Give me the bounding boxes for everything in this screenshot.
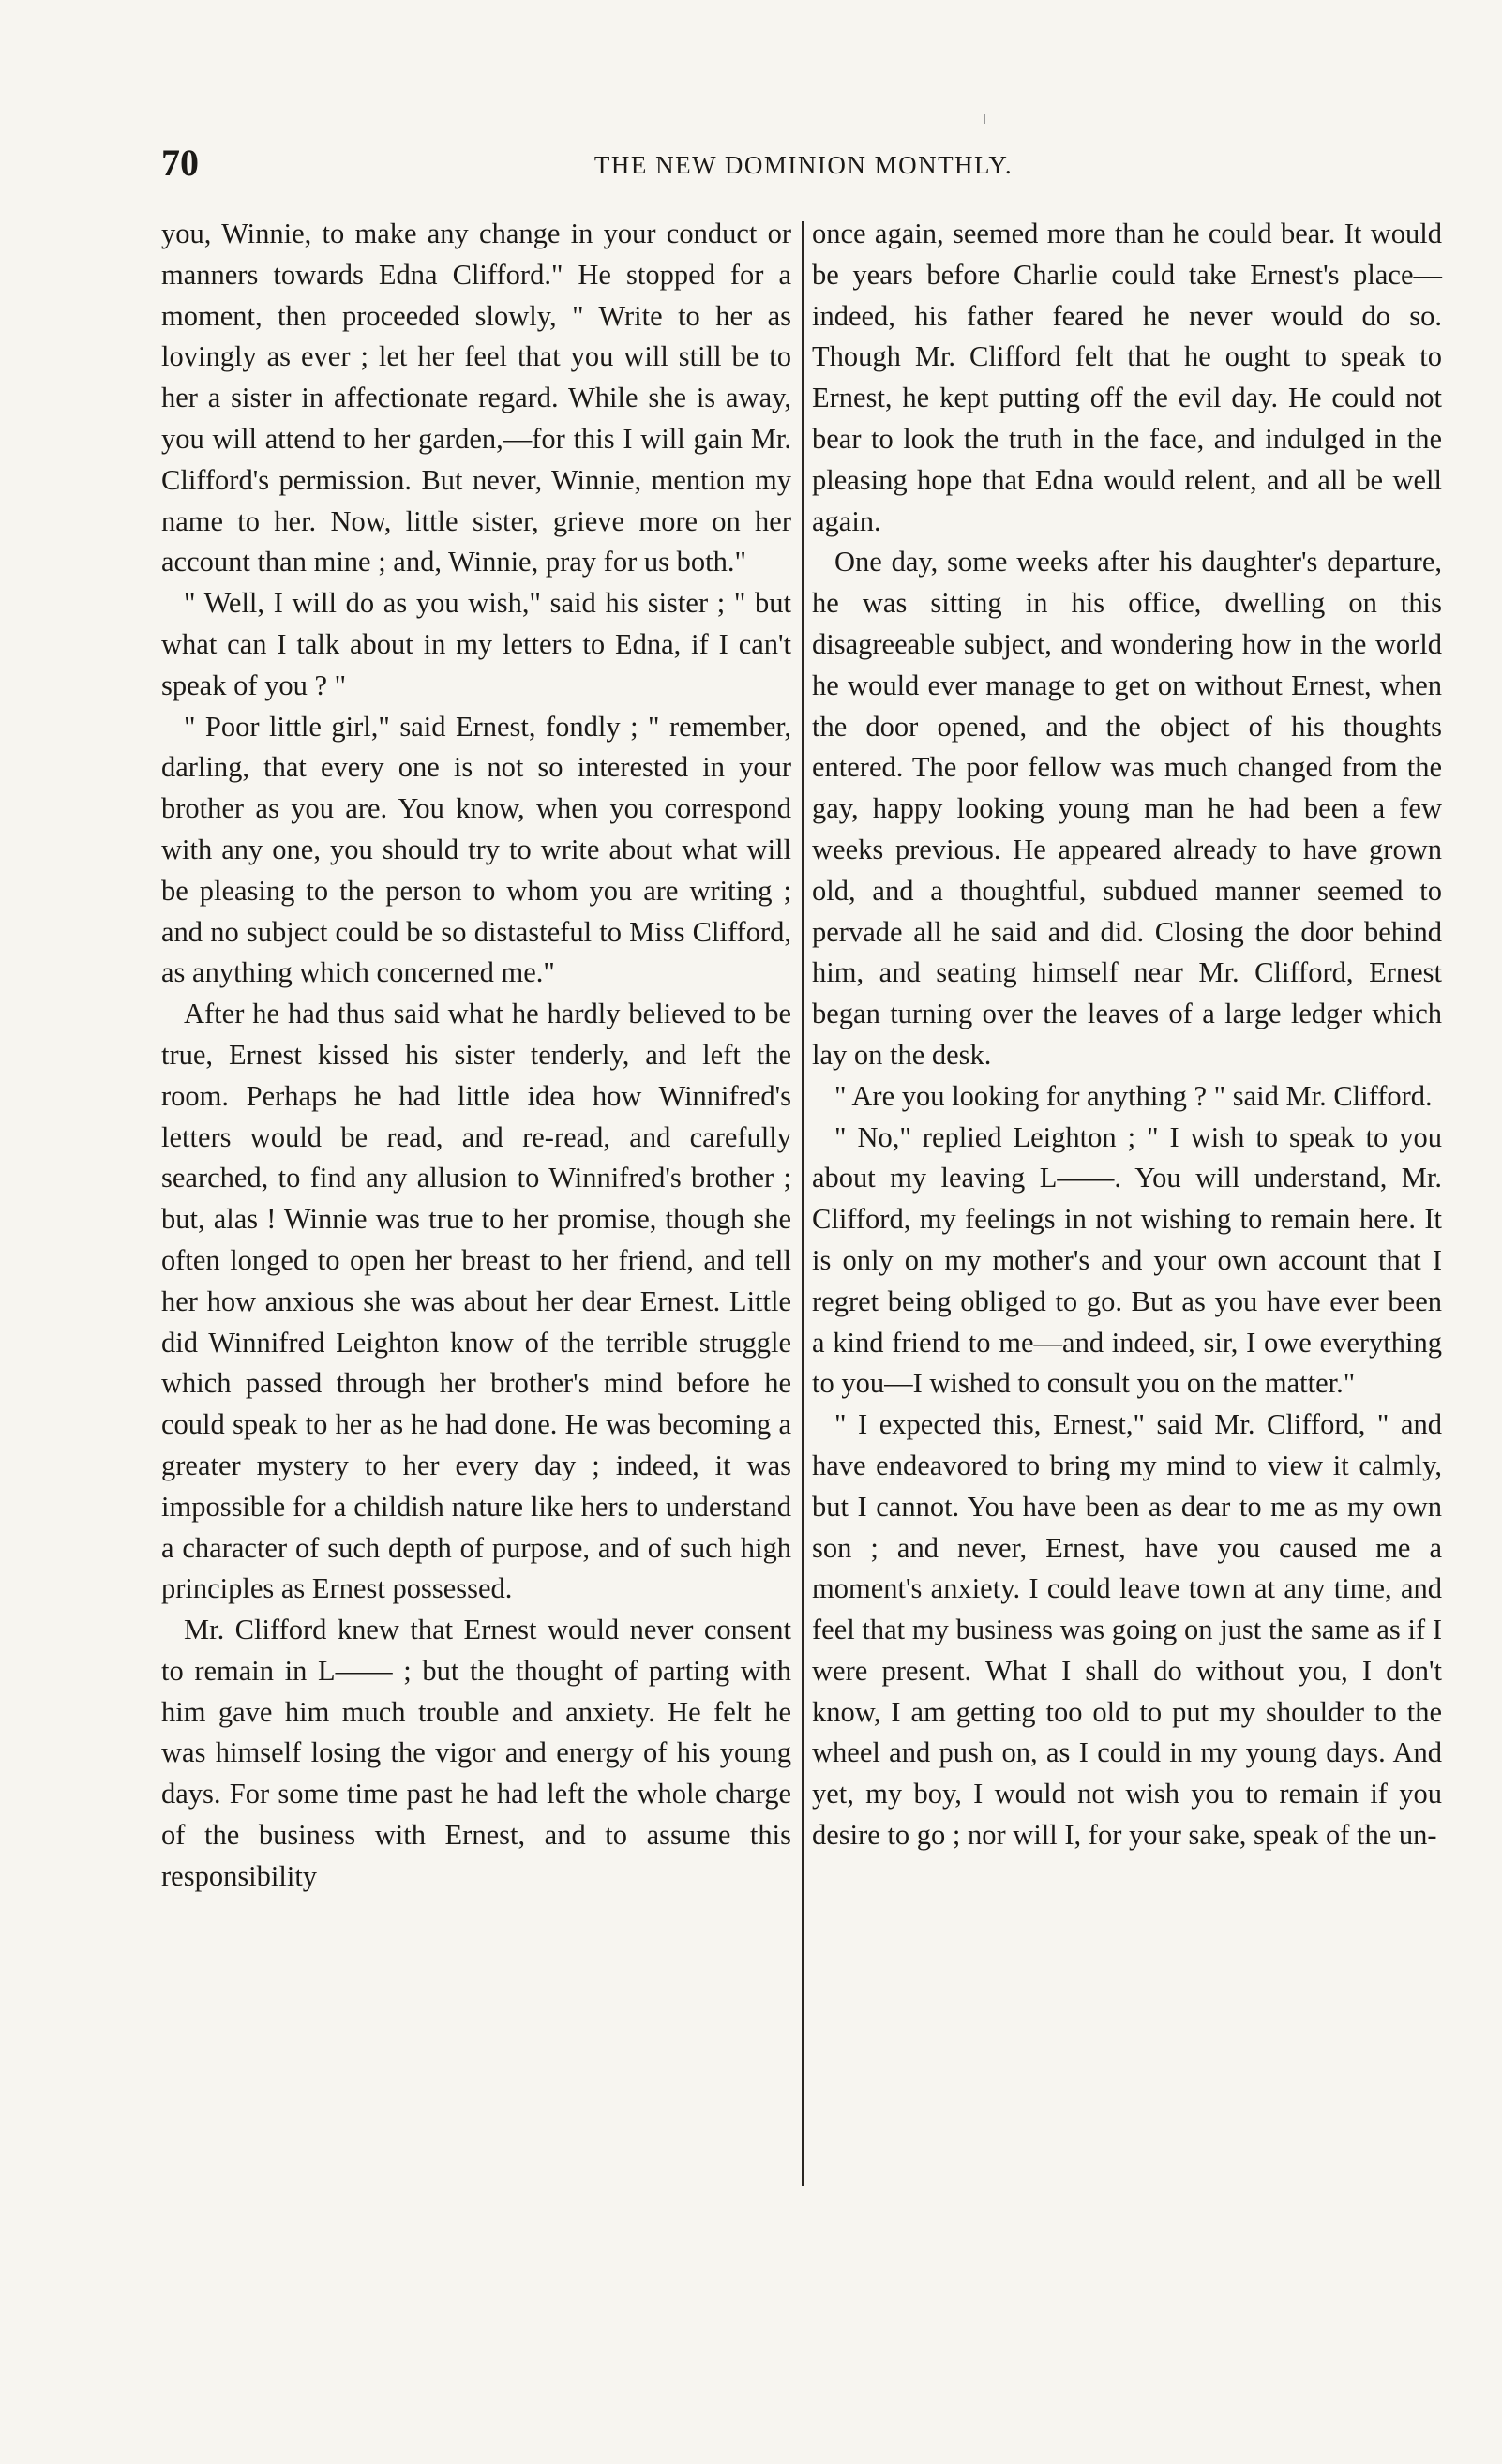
- running-title: THE NEW DOMINION MONTHLY.: [593, 151, 1014, 179]
- right-column: [812, 214, 1442, 1856]
- page-header: [161, 143, 1446, 184]
- left-column: [161, 214, 791, 1898]
- paragraph: " No," replied Leighton ; " I wish to speak to you about my leaving L——. You will understand, Mr. Clifford, my feelings in not wishing to remain here. It is only on my mother's and your own account that I regret being obliged to go. But as you have ever been a kind friend to me—and indeed, sir, I owe everything to you—I wished to consult you on the matter.": [812, 1120, 1442, 1400]
- paragraph: After he had thus said what he hardly believed to be true, Ernest kissed his sister tenderly, and left the room. Perhaps he had little idea how Winnifred's letters would be read, and re-read, and carefully searched, to find any allusion to Winnifred's brother ; but, alas ! Winnie was true to her promise, though she often longed to open her breast to her friend, and tell her how anxious she was about her dear Ernest. Little did Winnifred Leighton know of the terrible struggle which passed through her brother's mind before he could speak to her as he had done. He was becoming a greater mystery to her every day ; indeed, it was impossible for a childish nature like hers to understand a character of such depth of purpose, and of such high principles as Ernest possessed.: [161, 998, 791, 1605]
- scan-mark: [984, 114, 985, 124]
- paragraph: " Poor little girl," said Ernest, fondly ; " remember, darling, that every one is not so interested in your brother as you are. You know, when you correspond with any one, you should try to write about what will be pleasing to the person to whom you are writing ; and no subject could be so distasteful to Miss Clifford, as anything which concerned me.": [161, 710, 791, 989]
- paragraph: " Are you looking for anything ? " said Mr. Clifford.: [834, 1079, 1433, 1112]
- page-number: 70: [161, 142, 199, 184]
- paragraph: Mr. Clifford knew that Ernest would never consent to remain in L—— ; but the thought of parting with him gave him much trouble and anxiety. He felt he was himself losing the vigor and energy of his young days. For some time past he had left the whole charge of the business with Ernest, and to assume this responsibility: [161, 1614, 791, 1892]
- paragraph: you, Winnie, to make any change in your conduct or manners towards Edna Clifford." He stopped for a moment, then proceeded slowly, " Write to her as lovingly as ever ; let her feel that you will still be to her a sister in affectionate regard. While she is away, you will attend to her garden,—for this I will gain Mr. Clifford's permission. But never, Winnie, mention my name to her. Now, little sister, grieve more on her account than mine ; and, Winnie, pray for us both.": [161, 218, 791, 578]
- paragraph: " I expected this, Ernest," said Mr. Clifford, " and have endeavored to bring my mind to view it calmly, but I cannot. You have been as dear to me as my own son ; and never, Ernest, have you caused me a moment's anxiety. I could leave town at any time, and feel that my business was going on just the same as if I were present. What I shall do without you, I don't know, I am getting too old to put my shoulder to the wheel and push on, as I could in my young days. And yet, my boy, I would not wish you to remain if you desire to go ; nor will I, for your sake, speak of the un-: [812, 1408, 1442, 1852]
- paragraph: once again, seemed more than he could bear. It would be years before Charlie could take Ernest's place—indeed, his father feared he never would do so. Though Mr. Clifford felt that he ought to speak to Ernest, he kept putting off the evil day. He could not bear to look the truth in the face, and indulged in the pleasing hope that Edna would relent, and all be well again.: [812, 218, 1442, 537]
- paragraph: One day, some weeks after his daughter's departure, he was sitting in his office, dwelling on this disagreeable subject, and wondering how in the world he would ever manage to get on without Ernest, when the door opened, and the object of his thoughts entered. The poor fellow was much changed from the gay, happy looking young man he had been a few weeks previous. He appeared already to have grown old, and a thoughtful, subdued manner seemed to pervade all he said and did. Closing the door behind him, and seating himself near Mr. Clifford, Ernest began turning over the leaves of a large ledger which lay on the desk.: [812, 546, 1442, 1071]
- column-divider: [802, 221, 804, 2186]
- paragraph: " Well, I will do as you wish," said his sister ; " but what can I talk about in my letters to Edna, if I can't speak of you ? ": [161, 587, 791, 701]
